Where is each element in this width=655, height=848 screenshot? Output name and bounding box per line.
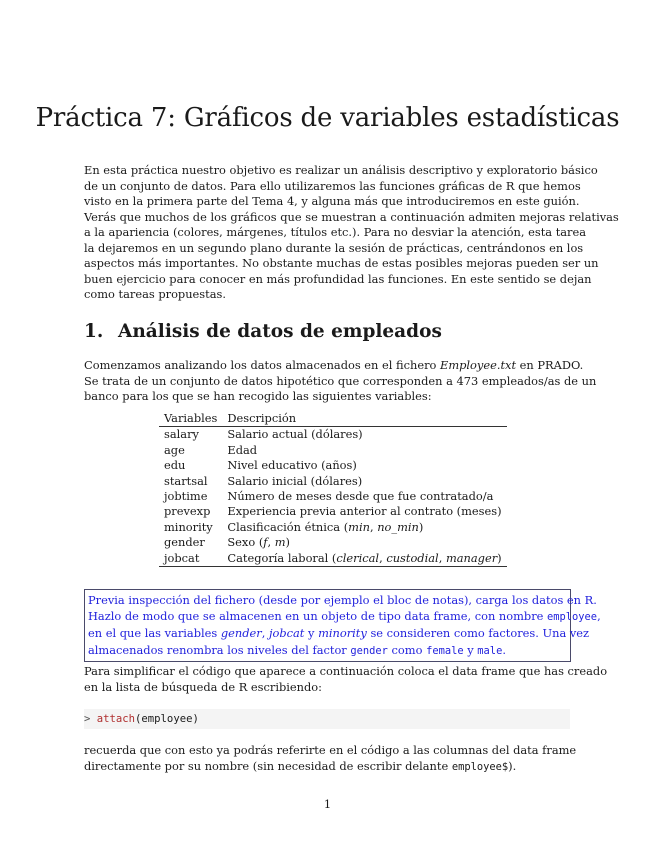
text-line: visto en la primera parte del Tema 4, y alguna más que introduciremos en este guión. <box>84 194 580 208</box>
task-box <box>84 589 601 662</box>
variable-description: Sexo (f, m) <box>227 535 290 550</box>
variable-name: minority <box>164 519 213 534</box>
code-inline: female <box>426 644 464 657</box>
code-function: attach <box>96 713 136 725</box>
table-row <box>159 520 507 535</box>
text-line: a la apariencia (colores, márgenes, títulos etc.). Para no desviar la atención, esta tarea <box>84 225 587 239</box>
code-inline: male <box>477 644 503 657</box>
table-row <box>159 535 507 550</box>
section-number: 1. <box>84 321 104 342</box>
text-line: banco para los que se han recogido las siguientes variables: <box>84 389 432 403</box>
table-row <box>159 489 507 504</box>
variable-description: Edad <box>227 442 258 457</box>
text-line: como tareas propuestas. <box>84 287 226 301</box>
table-row <box>159 458 507 473</box>
text-line: aspectos más importantes. No obstante muchas de estas posibles mejoras pueden ser un <box>84 256 599 270</box>
text-line: directamente por su nombre (sin necesidad de escribir delante employee$). <box>84 758 517 773</box>
text-line: de un conjunto de datos. Para ello utilizaremos las funciones gráficas de R que hemos <box>84 178 581 193</box>
variable-description: Salario inicial (dólares) <box>227 473 363 488</box>
code-args: (employee) <box>135 713 199 725</box>
text-line: en la lista de búsqueda de R escribiendo: <box>84 679 322 694</box>
section-intro-paragraph <box>84 358 597 405</box>
variables-table <box>159 411 507 567</box>
code-inline: gender <box>350 644 388 657</box>
table-row <box>159 551 507 567</box>
code-block <box>84 709 570 729</box>
code-prompt: > <box>84 713 97 725</box>
after-code-paragraph <box>84 743 577 775</box>
table-header-variables: Variables <box>159 411 222 427</box>
text-line: En esta práctica nuestro objetivo es realizar un análisis descriptivo y exploratorio básico <box>84 163 598 177</box>
variable-description: Salario actual (dólares) <box>227 427 363 442</box>
variable-name: edu <box>164 458 186 473</box>
task-line: Previa inspección del fichero (desde por ejemplo el bloc de notas), carga los datos en R. <box>88 593 597 607</box>
section-heading <box>84 321 442 342</box>
variable-name: prevexp <box>164 504 211 519</box>
table-row <box>159 504 507 519</box>
text-line: buen ejercicio para conocer en más profundidad las funciones. En este sentido se dejan <box>84 271 592 286</box>
variable-description: Número de meses desde que fue contratado/a <box>227 489 494 504</box>
page-title: Práctica 7: Gráficos de variables estadísticas <box>35 103 620 133</box>
page-number: 1 <box>323 797 332 811</box>
file-name: Employee.txt <box>440 358 517 372</box>
variable-description: Nivel educativo (años) <box>227 458 357 473</box>
variable-name: age <box>164 442 185 457</box>
variable-name: jobcat <box>159 551 222 567</box>
intro-paragraph <box>84 163 619 303</box>
variable-name: jobtime <box>164 489 208 504</box>
variable-description: Categoría laboral (clerical, custodial, manager) <box>222 551 506 567</box>
text-line: Se trata de un conjunto de datos hipotético que corresponden a 473 empleados/as de un <box>84 373 597 388</box>
table-row <box>159 443 507 458</box>
variable-name: gender <box>164 535 205 550</box>
simplify-paragraph <box>84 664 608 695</box>
variable-description: Clasificación étnica (min, no_min) <box>227 519 424 534</box>
variable-name: salary <box>164 427 199 442</box>
text-line: Para simplificar el código que aparece a continuación coloca el data frame que has creado <box>84 664 608 678</box>
task-line: Hazlo de modo que se almacenen en un objeto de tipo data frame, con nombre employee, <box>88 609 601 624</box>
table-row <box>159 474 507 489</box>
text-line: la dejaremos en un segundo plano durante la sesión de prácticas, centrándonos en los <box>84 240 584 255</box>
section-title: Análisis de datos de empleados <box>118 321 442 342</box>
table-row <box>159 427 507 443</box>
task-line: en el que las variables gender, jobcat y minority se consideren como factores. Una vez <box>88 626 590 641</box>
text-line: Comenzamos analizando los datos almacenados en el fichero Employee.txt en PRADO. <box>84 358 584 372</box>
text-line: Verás que muchos de los gráficos que se muestran a continuación admiten mejoras relativas <box>84 209 619 224</box>
code-inline: employee <box>547 611 598 624</box>
variable-name: startsal <box>164 473 208 488</box>
code-inline: employee$ <box>451 760 509 773</box>
text-line: recuerda que con esto ya podrás referirte en el código a las columnas del data frame <box>84 743 577 757</box>
table-header-description: Descripción <box>222 411 506 427</box>
task-line: almacenados renombra los niveles del factor gender como female y male. <box>88 642 506 657</box>
variable-description: Experiencia previa anterior al contrato (meses) <box>227 504 502 519</box>
